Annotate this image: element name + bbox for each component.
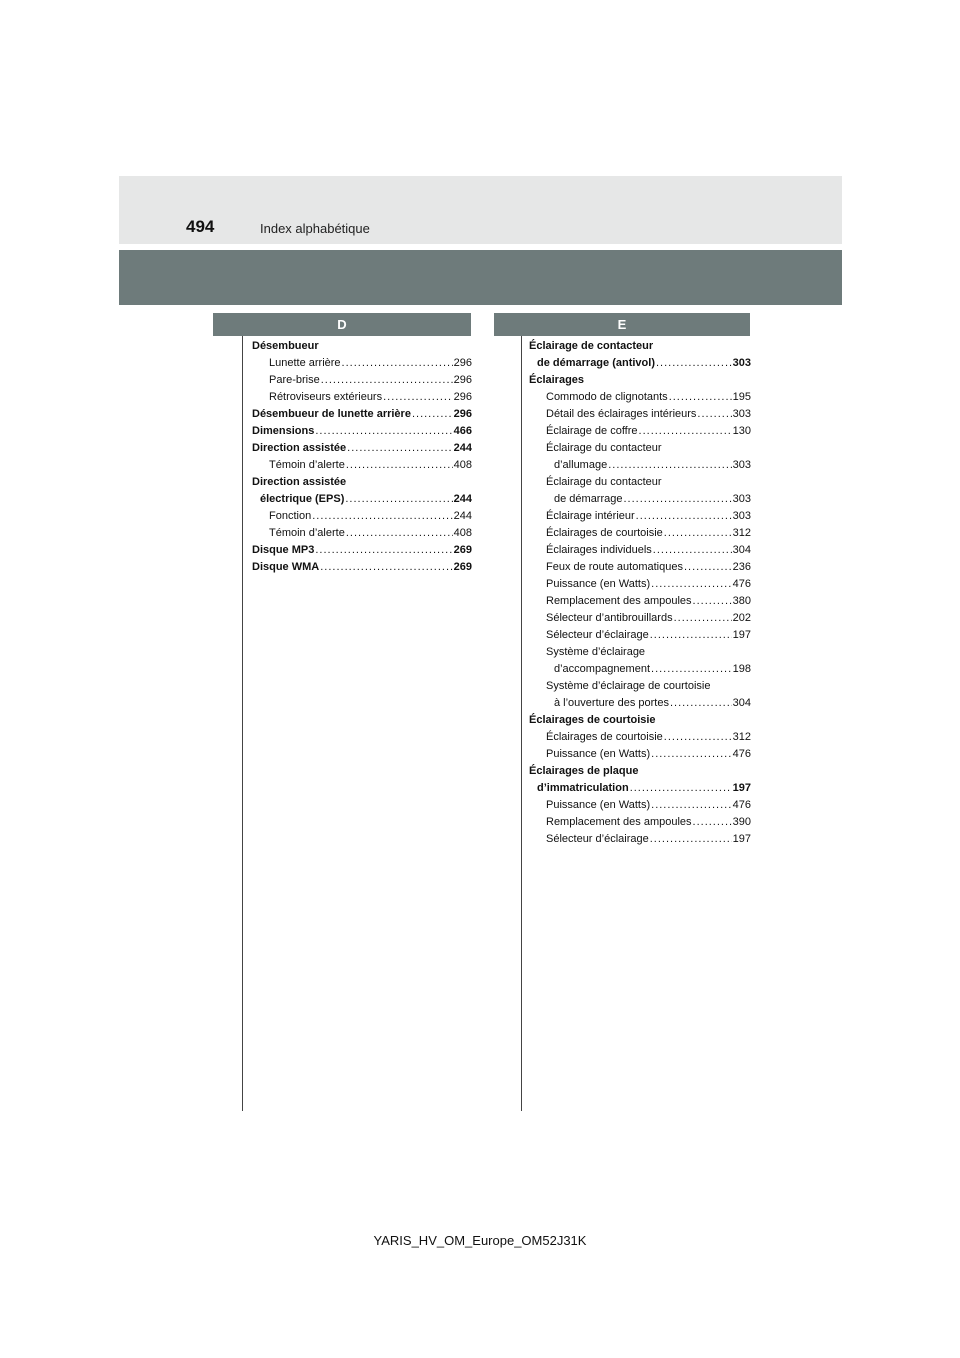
dot-leader — [636, 508, 732, 525]
dot-leader — [346, 525, 453, 542]
index-entry-label: Puissance (en Watts) — [546, 748, 651, 760]
index-entry-label: Éclairages de courtoisie — [546, 731, 663, 743]
index-entry — [529, 491, 751, 508]
dot-leader — [650, 831, 732, 848]
index-entry-label: Remplacement des ampoules — [546, 816, 692, 828]
index-entry-page[interactable]: 198 — [732, 663, 751, 675]
header-band — [119, 176, 842, 244]
index-entry-page[interactable]: 304 — [732, 697, 751, 709]
index-entry-label: Sélecteur d’éclairage — [546, 833, 649, 845]
index-entry-label: à l’ouverture des portes — [554, 697, 669, 709]
index-entry-label: Éclairages individuels — [546, 544, 652, 556]
dot-leader — [346, 457, 453, 474]
index-entry-page[interactable]: 269 — [453, 544, 472, 556]
index-column-e — [529, 338, 751, 848]
index-entry-label: Désembueur de lunette arrière — [252, 408, 411, 420]
index-entry — [529, 695, 751, 712]
index-entry-page[interactable]: 303 — [732, 357, 751, 369]
index-entry — [529, 814, 751, 831]
dot-leader — [674, 610, 732, 627]
column-divider — [242, 336, 243, 1111]
index-entry-label: Système d’éclairage — [546, 646, 646, 658]
dot-leader — [345, 491, 452, 508]
dot-leader — [651, 576, 732, 593]
index-entry — [529, 797, 751, 814]
section-title: Index alphabétique — [260, 221, 370, 236]
index-entry — [529, 644, 751, 661]
index-entry-page[interactable]: 195 — [732, 391, 751, 403]
index-entry — [529, 729, 751, 746]
dot-leader — [664, 729, 732, 746]
dot-leader — [315, 542, 452, 559]
dot-leader — [664, 525, 732, 542]
index-entry — [252, 440, 472, 457]
dot-leader — [321, 372, 453, 389]
index-entry — [252, 474, 472, 491]
dot-leader — [656, 355, 732, 372]
index-column-d — [252, 338, 472, 576]
index-entry — [529, 389, 751, 406]
index-entry-page[interactable]: 476 — [732, 799, 751, 811]
index-entry-label: Éclairages de plaque — [529, 765, 639, 777]
index-entry-page[interactable]: 303 — [732, 510, 751, 522]
index-entry-label: Éclairage de coffre — [546, 425, 638, 437]
index-entry-page[interactable]: 244 — [453, 510, 472, 522]
dot-leader — [639, 423, 732, 440]
index-entry-page[interactable]: 236 — [732, 561, 751, 573]
index-entry-label: Direction assistée — [252, 442, 347, 454]
index-entry — [529, 763, 751, 780]
index-entry — [529, 355, 751, 372]
index-entry-label: Feux de route automatiques — [546, 561, 683, 573]
index-entry-page[interactable]: 197 — [732, 782, 751, 794]
document-id-footer: YARIS_HV_OM_Europe_OM52J31K — [373, 1233, 587, 1248]
index-entry-label: Éclairage intérieur — [546, 510, 635, 522]
index-entry-label: Fonction — [269, 510, 312, 522]
index-entry-page[interactable]: 408 — [453, 459, 472, 471]
index-entry — [529, 559, 751, 576]
index-entry-page[interactable]: 296 — [453, 391, 472, 403]
index-entry — [529, 423, 751, 440]
dot-leader — [693, 814, 732, 831]
index-entry-page[interactable]: 197 — [732, 629, 751, 641]
index-entry — [252, 372, 472, 389]
index-entry-label: d’accompagnement — [554, 663, 651, 675]
index-entry — [252, 423, 472, 440]
index-entry-label: Éclairage du contacteur — [546, 442, 662, 454]
index-entry-page[interactable]: 380 — [732, 595, 751, 607]
index-entry-page[interactable]: 390 — [732, 816, 751, 828]
index-entry — [529, 542, 751, 559]
index-entry-label: de démarrage (antivol) — [537, 357, 655, 369]
index-entry-page[interactable]: 303 — [732, 459, 751, 471]
index-entry-page[interactable]: 312 — [732, 731, 751, 743]
column-divider — [521, 336, 522, 1111]
dot-leader — [651, 661, 732, 678]
index-entry-page[interactable]: 303 — [732, 493, 751, 505]
dot-leader — [670, 695, 732, 712]
index-entry-label: Remplacement des ampoules — [546, 595, 692, 607]
index-entry — [529, 712, 751, 729]
index-entry-page[interactable]: 408 — [453, 527, 472, 539]
index-entry-label: Éclairage de contacteur — [529, 340, 654, 352]
dot-leader — [412, 406, 453, 423]
dot-leader — [684, 559, 732, 576]
index-entry-page[interactable]: 244 — [453, 442, 472, 454]
index-entry-label: Disque MP3 — [252, 544, 315, 556]
index-entry — [252, 559, 472, 576]
index-entry-label: Pare-brise — [269, 374, 320, 386]
index-entry-page[interactable]: 304 — [732, 544, 751, 556]
index-entry-page[interactable]: 197 — [732, 833, 751, 845]
index-entry-page[interactable]: 202 — [732, 612, 751, 624]
index-entry — [529, 457, 751, 474]
index-entry — [529, 406, 751, 423]
index-entry — [529, 508, 751, 525]
index-entry-page[interactable]: 476 — [732, 578, 751, 590]
index-entry-label: Disque WMA — [252, 561, 320, 573]
index-entry-label: Témoin d’alerte — [269, 459, 345, 471]
index-entry-page[interactable]: 312 — [732, 527, 751, 539]
index-entry-label: Désembueur — [252, 340, 319, 352]
index-entry-label: Sélecteur d’antibrouillards — [546, 612, 673, 624]
dot-leader — [651, 797, 732, 814]
index-entry-page[interactable]: 130 — [732, 425, 751, 437]
dot-leader — [624, 491, 732, 508]
index-entry — [252, 457, 472, 474]
index-entry-label: Commodo de clignotants — [546, 391, 668, 403]
index-entry-label: Direction assistée — [252, 476, 347, 488]
index-entry-label: d’immatriculation — [537, 782, 629, 794]
index-entry — [529, 831, 751, 848]
index-entry — [529, 661, 751, 678]
index-entry-page[interactable]: 269 — [453, 561, 472, 573]
index-entry-label: Éclairages de courtoisie — [529, 714, 656, 726]
dot-leader — [693, 593, 732, 610]
index-entry — [252, 508, 472, 525]
dot-leader — [650, 627, 732, 644]
index-entry — [529, 525, 751, 542]
dot-leader — [608, 457, 731, 474]
index-entry-label: d’allumage — [554, 459, 608, 471]
index-entry-page[interactable]: 296 — [453, 357, 472, 369]
dot-leader — [653, 542, 732, 559]
index-entry — [252, 389, 472, 406]
dot-leader — [383, 389, 453, 406]
index-entry — [529, 440, 751, 457]
index-entry-label: Témoin d’alerte — [269, 527, 345, 539]
index-entry-label: Détail des éclairages intérieurs — [546, 408, 697, 420]
index-entry — [529, 627, 751, 644]
index-entry-label: Lunette arrière — [269, 357, 341, 369]
index-entry-label: Sélecteur d’éclairage — [546, 629, 649, 641]
index-entry-label: Puissance (en Watts) — [546, 799, 651, 811]
index-entry — [252, 542, 472, 559]
index-entry — [529, 678, 751, 695]
page-number: 494 — [186, 217, 215, 236]
index-entry — [529, 780, 751, 797]
index-entry — [529, 576, 751, 593]
index-entry — [529, 474, 751, 491]
index-entry — [529, 610, 751, 627]
index-entry — [252, 406, 472, 423]
letter-header-e: E — [494, 313, 750, 336]
index-entry-label: Rétroviseurs extérieurs — [269, 391, 383, 403]
index-entry — [529, 746, 751, 763]
index-entry-label: de démarrage — [554, 493, 623, 505]
index-entry-page[interactable]: 466 — [453, 425, 472, 437]
index-entry-label: Éclairages de courtoisie — [546, 527, 663, 539]
dot-leader — [342, 355, 453, 372]
index-entry — [252, 491, 472, 508]
index-entry — [529, 338, 751, 355]
index-entry-label: Dimensions — [252, 425, 315, 437]
index-entry-label: Éclairages — [529, 374, 585, 386]
index-entry-label: Système d’éclairage de courtoisie — [546, 680, 711, 692]
index-entry-label: Puissance (en Watts) — [546, 578, 651, 590]
index-entry-page[interactable]: 476 — [732, 748, 751, 760]
index-entry — [252, 525, 472, 542]
index-entry-label: électrique (EPS) — [260, 493, 345, 505]
dot-leader — [347, 440, 452, 457]
index-entry-page[interactable]: 296 — [453, 374, 472, 386]
header-dark-band — [119, 250, 842, 305]
dot-leader — [320, 559, 452, 576]
index-entry — [529, 372, 751, 389]
index-entry — [529, 593, 751, 610]
dot-leader — [697, 406, 731, 423]
index-entry-page[interactable]: 296 — [453, 408, 472, 420]
index-entry — [252, 355, 472, 372]
index-entry-label: Éclairage du contacteur — [546, 476, 662, 488]
index-entry — [252, 338, 472, 355]
dot-leader — [312, 508, 452, 525]
index-entry-page[interactable]: 244 — [453, 493, 472, 505]
letter-header-d: D — [213, 313, 471, 336]
dot-leader — [315, 423, 452, 440]
index-entry-page[interactable]: 303 — [732, 408, 751, 420]
dot-leader — [651, 746, 732, 763]
dot-leader — [630, 780, 732, 797]
dot-leader — [669, 389, 732, 406]
